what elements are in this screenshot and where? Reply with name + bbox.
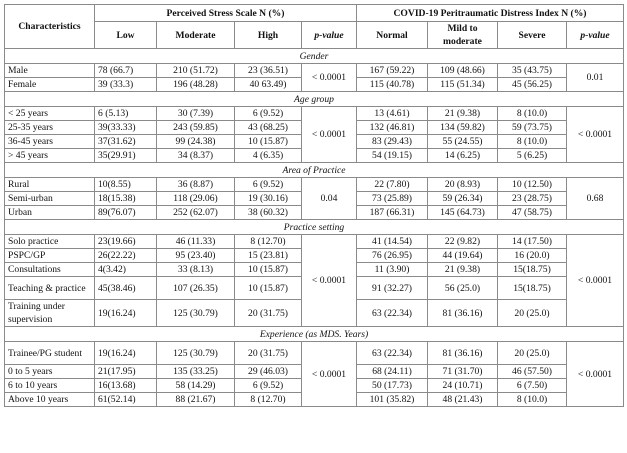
cell-high: 23 (36.51) bbox=[235, 64, 302, 78]
cell-moderate: 125 (30.79) bbox=[157, 300, 235, 327]
cell-moderate: 36 (8.87) bbox=[157, 178, 235, 192]
cell-high: 10 (15.87) bbox=[235, 135, 302, 149]
row-label: Semi-urban bbox=[5, 192, 95, 206]
cell-low: 4(3.42) bbox=[95, 263, 157, 277]
cell-normal: 13 (4.61) bbox=[357, 107, 428, 121]
row-label: 6 to 10 years bbox=[5, 379, 95, 393]
cell-moderate: 30 (7.39) bbox=[157, 107, 235, 121]
cell-high: 40 63.49) bbox=[235, 78, 302, 92]
cell-moderate: 58 (14.29) bbox=[157, 379, 235, 393]
row-label: Trainee/PG student bbox=[5, 342, 95, 365]
row-label: Urban bbox=[5, 206, 95, 220]
cell-normal: 91 (32.27) bbox=[357, 277, 428, 300]
cell-normal: 63 (22.34) bbox=[357, 300, 428, 327]
cell-high: 10 (15.87) bbox=[235, 263, 302, 277]
cell-mild: 81 (36.16) bbox=[428, 342, 498, 365]
row-label: Rural bbox=[5, 178, 95, 192]
row-label: 36-45 years bbox=[5, 135, 95, 149]
cell-moderate: 135 (33.25) bbox=[157, 365, 235, 379]
cell-severe: 47 (58.75) bbox=[498, 206, 567, 220]
cell-severe: 5 (6.25) bbox=[498, 149, 567, 163]
cell-normal: 50 (17.73) bbox=[357, 379, 428, 393]
cell-moderate: 33 (8.13) bbox=[157, 263, 235, 277]
row-label: Training under supervision bbox=[5, 300, 95, 327]
cell-low: 39(33.33) bbox=[95, 121, 157, 135]
cell-low: 35(29.91) bbox=[95, 149, 157, 163]
cell-normal: 41 (14.54) bbox=[357, 235, 428, 249]
cell-normal: 54 (19.15) bbox=[357, 149, 428, 163]
section-row bbox=[5, 327, 624, 342]
cell-normal: 101 (35.82) bbox=[357, 393, 428, 407]
cell-moderate: 196 (48.28) bbox=[157, 78, 235, 92]
cell-normal: 83 (29.43) bbox=[357, 135, 428, 149]
cpdi-group-header: COVID-19 Peritraumatic Distress Index N (%) bbox=[357, 5, 624, 22]
cell-low: 19(16.24) bbox=[95, 300, 157, 327]
cell-severe: 15(18.75) bbox=[498, 277, 567, 300]
header-row-columns bbox=[5, 22, 624, 49]
cell-mild: 71 (31.70) bbox=[428, 365, 498, 379]
section-row bbox=[5, 220, 624, 235]
cell-severe: 16 (20.0) bbox=[498, 249, 567, 263]
cell-mild: 22 (9.82) bbox=[428, 235, 498, 249]
cell-mild: 48 (21.43) bbox=[428, 393, 498, 407]
cell-high: 19 (30.16) bbox=[235, 192, 302, 206]
cell-severe: 59 (73.75) bbox=[498, 121, 567, 135]
section-title: Age group bbox=[5, 92, 624, 107]
header-row-groups bbox=[5, 5, 624, 22]
cell-pss-pvalue: < 0.0001 bbox=[302, 342, 357, 407]
cell-low: 23(19.66) bbox=[95, 235, 157, 249]
cell-high: 4 (6.35) bbox=[235, 149, 302, 163]
cell-high: 10 (15.87) bbox=[235, 277, 302, 300]
cell-high: 15 (23.81) bbox=[235, 249, 302, 263]
cell-moderate: 252 (62.07) bbox=[157, 206, 235, 220]
cell-low: 61(52.14) bbox=[95, 393, 157, 407]
cell-high: 29 (46.03) bbox=[235, 365, 302, 379]
cell-mild: 109 (48.66) bbox=[428, 64, 498, 78]
cell-normal: 76 (26.95) bbox=[357, 249, 428, 263]
cell-mild: 14 (6.25) bbox=[428, 149, 498, 163]
cell-pss-pvalue: < 0.0001 bbox=[302, 107, 357, 163]
table-row bbox=[5, 64, 624, 78]
cell-low: 21(17.95) bbox=[95, 365, 157, 379]
cell-severe: 8 (10.0) bbox=[498, 107, 567, 121]
col-header-normal: Normal bbox=[357, 22, 428, 49]
table-row bbox=[5, 107, 624, 121]
section-title: Gender bbox=[5, 49, 624, 64]
cell-low: 37(31.62) bbox=[95, 135, 157, 149]
cell-mild: 145 (64.73) bbox=[428, 206, 498, 220]
cell-severe: 45 (56.25) bbox=[498, 78, 567, 92]
cell-low: 78 (66.7) bbox=[95, 64, 157, 78]
row-label: Female bbox=[5, 78, 95, 92]
cell-moderate: 243 (59.85) bbox=[157, 121, 235, 135]
cell-high: 6 (9.52) bbox=[235, 379, 302, 393]
section-row bbox=[5, 49, 624, 64]
cell-moderate: 210 (51.72) bbox=[157, 64, 235, 78]
cell-mild: 21 (9.38) bbox=[428, 107, 498, 121]
table-container bbox=[4, 4, 623, 407]
cell-normal: 167 (59.22) bbox=[357, 64, 428, 78]
cell-low: 45(38.46) bbox=[95, 277, 157, 300]
col-header-pss-pvalue: p-value bbox=[302, 22, 357, 49]
row-label: Consultations bbox=[5, 263, 95, 277]
cell-severe: 8 (10.0) bbox=[498, 393, 567, 407]
cell-severe: 46 (57.50) bbox=[498, 365, 567, 379]
cell-pss-pvalue: 0.04 bbox=[302, 178, 357, 220]
cell-cpdi-pvalue: 0.68 bbox=[567, 178, 624, 220]
cell-normal: 68 (24.11) bbox=[357, 365, 428, 379]
col-header-moderate: Moderate bbox=[157, 22, 235, 49]
cell-high: 6 (9.52) bbox=[235, 107, 302, 121]
cell-normal: 115 (40.78) bbox=[357, 78, 428, 92]
characteristics-header: Characteristics bbox=[5, 5, 95, 49]
section-row bbox=[5, 92, 624, 107]
cell-cpdi-pvalue: < 0.0001 bbox=[567, 235, 624, 327]
cell-mild: 59 (26.34) bbox=[428, 192, 498, 206]
table-row bbox=[5, 235, 624, 249]
row-label: Teaching & practice bbox=[5, 277, 95, 300]
cell-severe: 23 (28.75) bbox=[498, 192, 567, 206]
cell-low: 6 (5.13) bbox=[95, 107, 157, 121]
cell-moderate: 125 (30.79) bbox=[157, 342, 235, 365]
col-header-low: Low bbox=[95, 22, 157, 49]
cell-normal: 11 (3.90) bbox=[357, 263, 428, 277]
cell-moderate: 118 (29.06) bbox=[157, 192, 235, 206]
row-label: PSPC/GP bbox=[5, 249, 95, 263]
cell-low: 18(15.38) bbox=[95, 192, 157, 206]
cell-moderate: 107 (26.35) bbox=[157, 277, 235, 300]
table-body bbox=[5, 49, 624, 407]
cell-high: 43 (68.25) bbox=[235, 121, 302, 135]
cell-mild: 81 (36.16) bbox=[428, 300, 498, 327]
col-header-severe: Severe bbox=[498, 22, 567, 49]
col-header-high: High bbox=[235, 22, 302, 49]
cell-low: 39 (33.3) bbox=[95, 78, 157, 92]
cell-moderate: 99 (24.38) bbox=[157, 135, 235, 149]
row-label: > 45 years bbox=[5, 149, 95, 163]
cell-low: 89(76.07) bbox=[95, 206, 157, 220]
cell-severe: 14 (17.50) bbox=[498, 235, 567, 249]
col-header-mild: Mild to moderate bbox=[428, 22, 498, 49]
cell-low: 26(22.22) bbox=[95, 249, 157, 263]
cell-normal: 187 (66.31) bbox=[357, 206, 428, 220]
cell-mild: 44 (19.64) bbox=[428, 249, 498, 263]
col-header-cpdi-pvalue: p-value bbox=[567, 22, 624, 49]
row-label: Above 10 years bbox=[5, 393, 95, 407]
cell-moderate: 95 (23.40) bbox=[157, 249, 235, 263]
cell-mild: 24 (10.71) bbox=[428, 379, 498, 393]
cell-normal: 73 (25.89) bbox=[357, 192, 428, 206]
cell-severe: 10 (12.50) bbox=[498, 178, 567, 192]
cell-high: 8 (12.70) bbox=[235, 393, 302, 407]
table-row bbox=[5, 178, 624, 192]
section-title: Area of Practice bbox=[5, 163, 624, 178]
cell-low: 19(16.24) bbox=[95, 342, 157, 365]
cell-pss-pvalue: < 0.0001 bbox=[302, 235, 357, 327]
row-label: 25-35 years bbox=[5, 121, 95, 135]
cell-severe: 20 (25.0) bbox=[498, 342, 567, 365]
cell-high: 6 (9.52) bbox=[235, 178, 302, 192]
cell-high: 20 (31.75) bbox=[235, 342, 302, 365]
cell-mild: 134 (59.82) bbox=[428, 121, 498, 135]
table-row bbox=[5, 342, 624, 365]
cell-severe: 20 (25.0) bbox=[498, 300, 567, 327]
cell-moderate: 46 (11.33) bbox=[157, 235, 235, 249]
cell-pss-pvalue: < 0.0001 bbox=[302, 64, 357, 92]
cell-mild: 115 (51.34) bbox=[428, 78, 498, 92]
cell-cpdi-pvalue: < 0.0001 bbox=[567, 107, 624, 163]
cell-low: 10(8.55) bbox=[95, 178, 157, 192]
section-title: Experience (as MDS. Years) bbox=[5, 327, 624, 342]
row-label: Male bbox=[5, 64, 95, 78]
cell-moderate: 88 (21.67) bbox=[157, 393, 235, 407]
cell-mild: 20 (8.93) bbox=[428, 178, 498, 192]
cell-normal: 63 (22.34) bbox=[357, 342, 428, 365]
cell-normal: 22 (7.80) bbox=[357, 178, 428, 192]
section-title: Practice setting bbox=[5, 220, 624, 235]
pss-group-header: Perceived Stress Scale N (%) bbox=[95, 5, 357, 22]
cell-low: 16(13.68) bbox=[95, 379, 157, 393]
cell-cpdi-pvalue: 0.01 bbox=[567, 64, 624, 92]
cell-normal: 132 (46.81) bbox=[357, 121, 428, 135]
cell-moderate: 34 (8.37) bbox=[157, 149, 235, 163]
row-label: < 25 years bbox=[5, 107, 95, 121]
data-table bbox=[4, 4, 624, 407]
cell-severe: 6 (7.50) bbox=[498, 379, 567, 393]
row-label: Solo practice bbox=[5, 235, 95, 249]
cell-mild: 56 (25.0) bbox=[428, 277, 498, 300]
cell-cpdi-pvalue: < 0.0001 bbox=[567, 342, 624, 407]
cell-severe: 35 (43.75) bbox=[498, 64, 567, 78]
cell-mild: 21 (9.38) bbox=[428, 263, 498, 277]
cell-high: 20 (31.75) bbox=[235, 300, 302, 327]
cell-mild: 55 (24.55) bbox=[428, 135, 498, 149]
cell-high: 38 (60.32) bbox=[235, 206, 302, 220]
section-row bbox=[5, 163, 624, 178]
cell-severe: 15(18.75) bbox=[498, 263, 567, 277]
cell-severe: 8 (10.0) bbox=[498, 135, 567, 149]
row-label: 0 to 5 years bbox=[5, 365, 95, 379]
cell-high: 8 (12.70) bbox=[235, 235, 302, 249]
